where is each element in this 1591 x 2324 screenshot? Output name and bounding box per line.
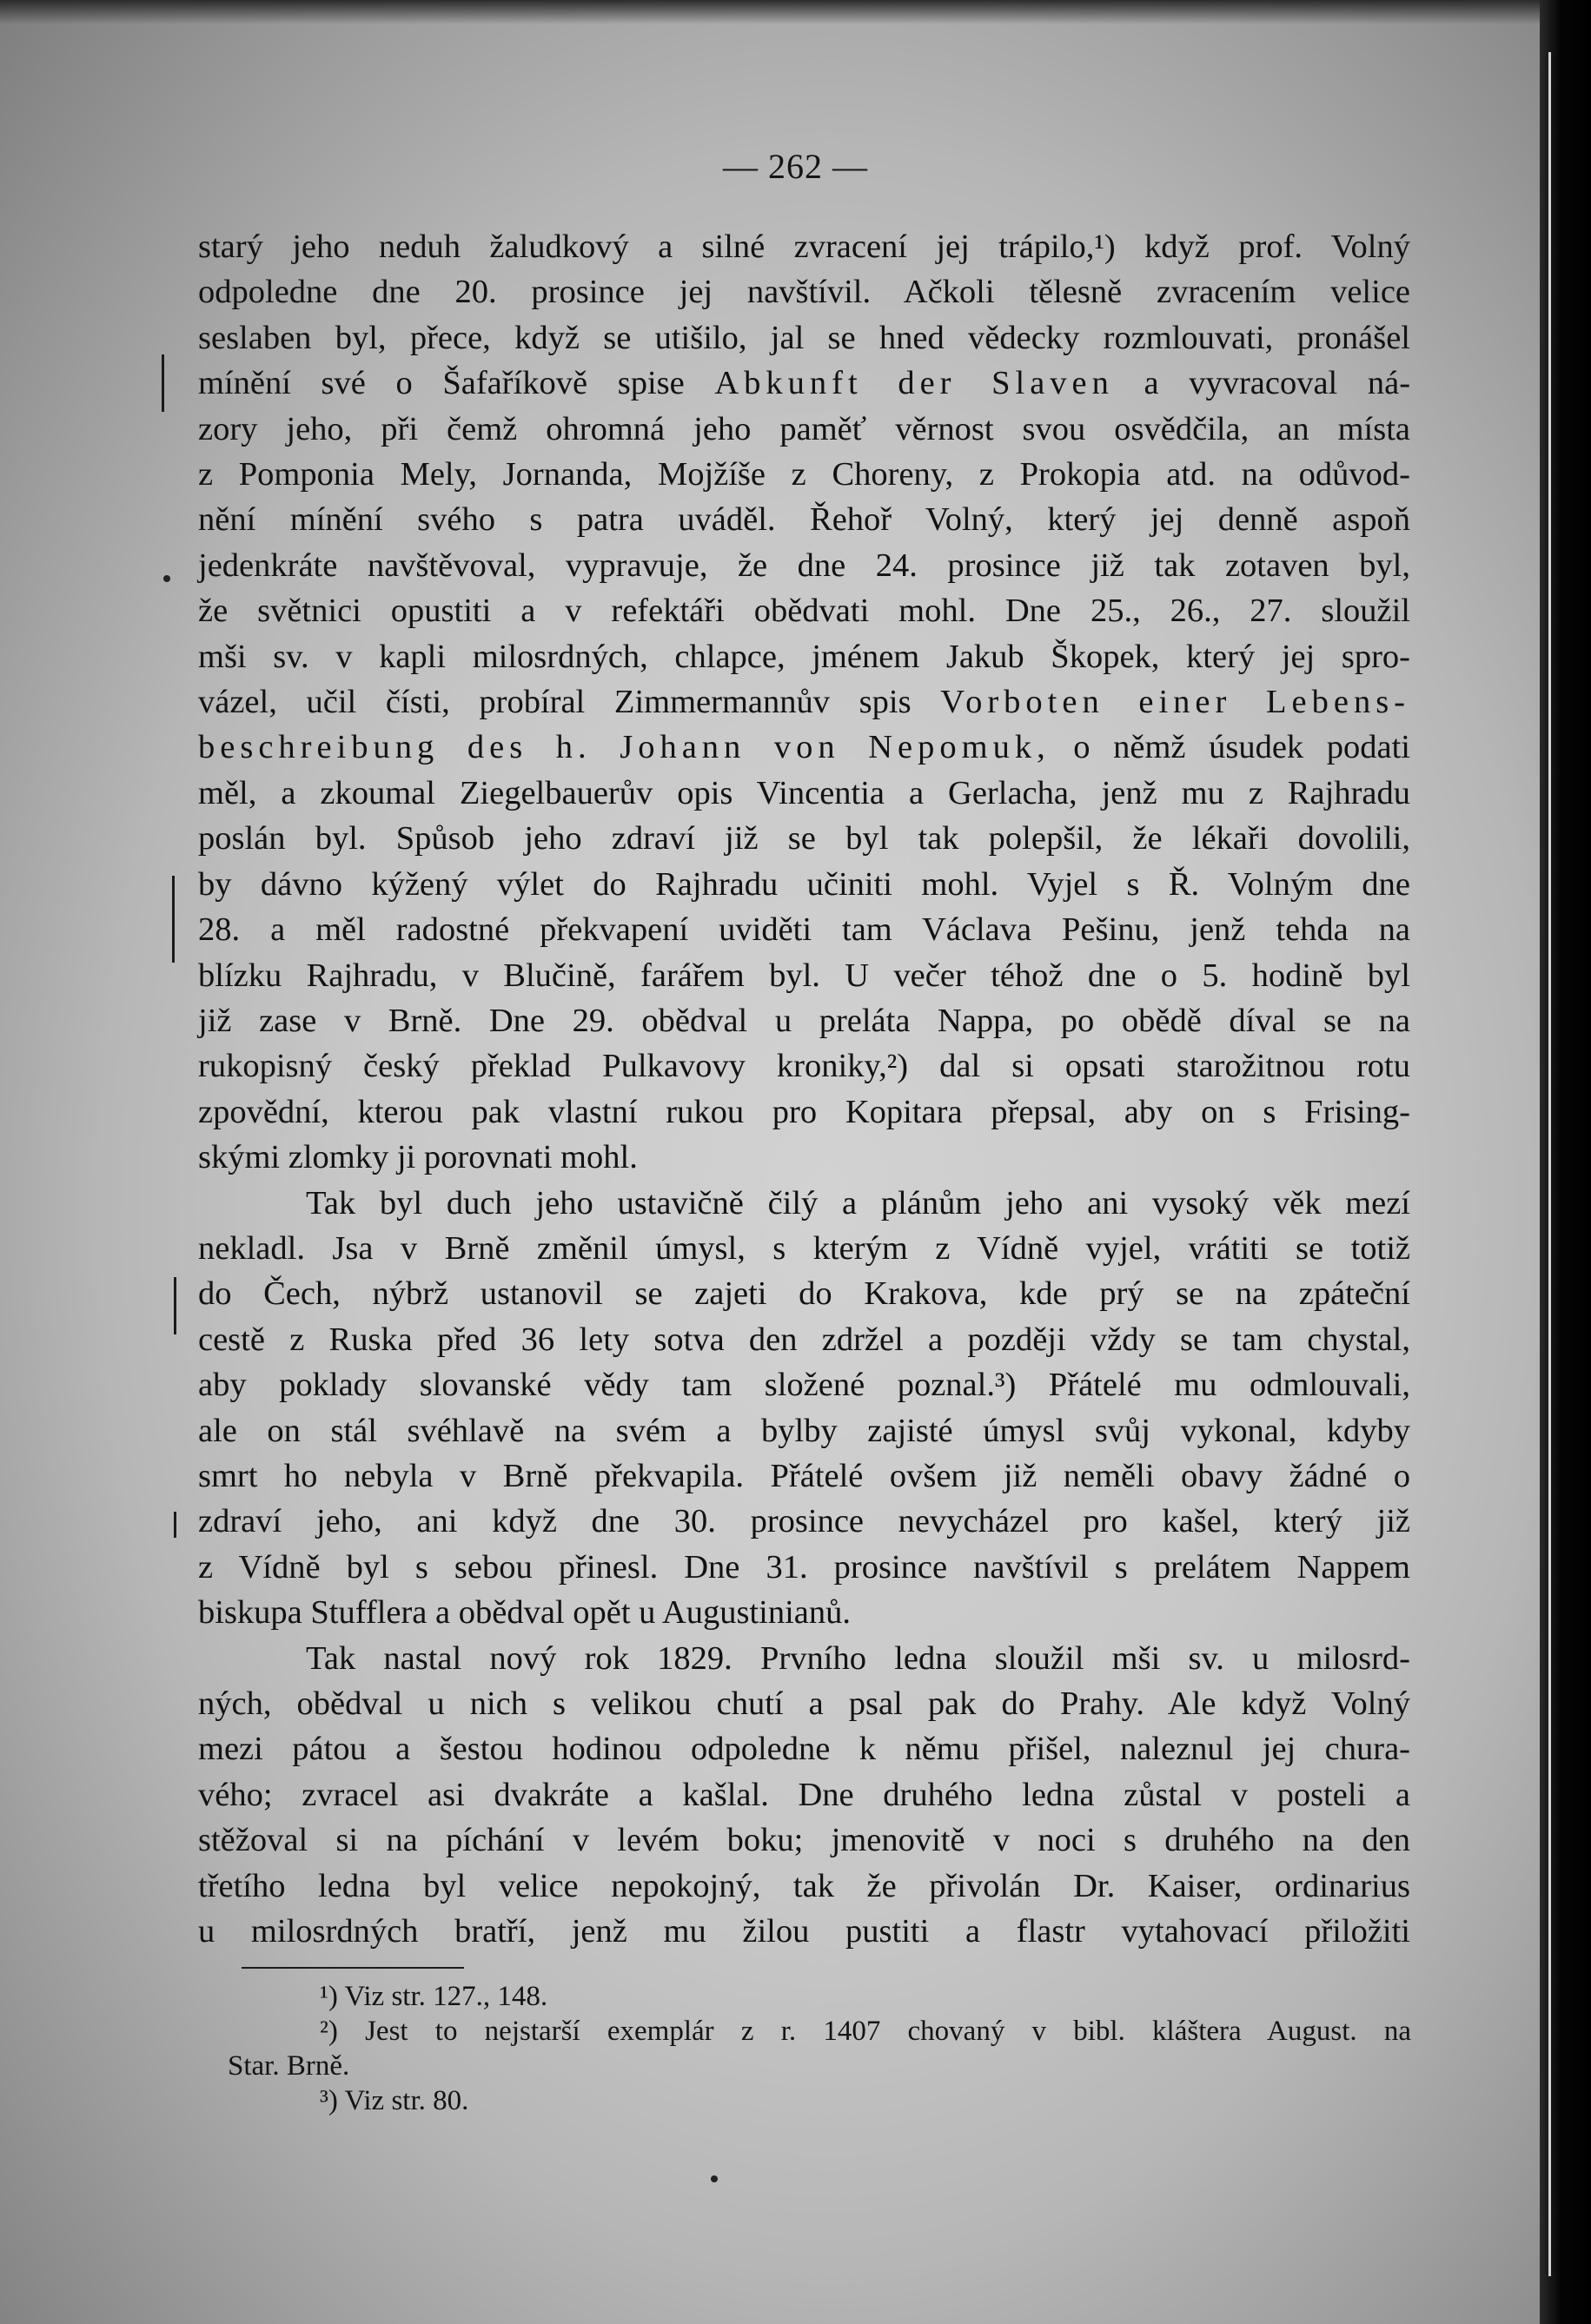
text-line: z Pomponia Mely, Jornanda, Mojžíše z Choreny, z Prokopia atd. na odůvod- [198,456,1410,493]
text-line: Tak nastal nový rok 1829. Prvního ledna sloužil mši sv. u milosrd- [306,1639,1410,1677]
text-line: jedenkráte navštěvoval, vypravuje, že dne 24. prosince již tak zotaven byl, [198,546,1410,584]
page-top-shadow [0,0,1540,24]
text-line: stěžoval si na píchání v levém boku; jmenovitě v noci s druhého na den [198,1822,1410,1859]
text-line: smrt ho nebyla v Brně překvapila. Přátelé ovšem již neměli obavy žádné o [198,1457,1410,1494]
text-line: beschreibung des h. Johann von Nepomuk, o němž úsudek podati [198,729,1410,766]
text-line: zory jeho, při čemž ohromná jeho paměť věrnost svou osvědčila, an místa [198,410,1410,447]
text-line: blízku Rajhradu, v Blučině, farářem byl. U večer téhož dne o 5. hodině byl [198,957,1410,994]
binding-edge-line [1548,52,1551,2276]
body-text [198,224,1410,1954]
text-line: ale on stál svéhlavě na svém a bylby zajisté úmysl svůj vykonal, kdyby [198,1412,1410,1449]
text-line: měl, a zkoumal Ziegelbauerův opis Vincentia a Gerlacha, jenž mu z Rajhradu [198,774,1410,811]
page-right-edge [1540,0,1591,2324]
spaced-title: Abkunft der Slaven [714,365,1114,402]
text-line: z Vídně byl s sebou přinesl. Dne 31. prosince navštívil s prelátem Nappem [198,1548,1410,1586]
footnote: ²) Jest to nejstarší exemplár z r. 1407 chovaný v bibl. kláštera August. na [320,2016,1411,2047]
margin-mark [172,876,175,963]
text-line: mši sv. v kapli milosrdných, chlapce, jménem Jakub Škopek, který jej spro- [198,638,1410,675]
text-line: nekladl. Jsa v Brně změnil úmysl, s kterým z Vídně vyjel, vrátiti se totiž [198,1229,1410,1267]
footnotes [228,1979,1411,2118]
text-line: že světnici opustiti a v refektáři obědvati mohl. Dne 25., 26., 27. sloužil [198,593,1410,630]
text-line: Tak byl duch jeho ustavičně čilý a plánům jeho ani vysoký věk mezí [306,1184,1410,1222]
margin-mark [174,1277,176,1334]
page-speck [711,2175,718,2182]
margin-dot [163,575,170,582]
text-line: starý jeho neduh žaludkový a silné zvracení jej trápilo,¹) když prof. Volný [198,228,1410,265]
spaced-title: beschreibung des h. Johann von Nepomuk, [198,729,1051,766]
footnote-continuation: Star. Brně. [228,2050,350,2082]
text-line: 28. a měl radostné překvapení uviděti tam Václava Pešinu, jenž tehda na [198,911,1410,949]
text-line: třetího ledna byl velice nepokojný, tak že přivolán Dr. Kaiser, ordinarius [198,1867,1410,1904]
text-line: poslán byl. Spůsob jeho zdraví již se byl tak polepšil, že lékaři dovolili, [198,820,1410,857]
text-line: mezi pátou a šestou hodinou odpoledne k němu přišel, naleznul jej chura- [198,1731,1410,1768]
text-line: biskupa Stufflera a obědval opět u Augustinianů. [198,1594,851,1632]
text-line: by dávno kýžený výlet do Rajhradu učiniti mohl. Vyjel s Ř. Volným dne [198,865,1410,903]
text-line: skými zlomky ji porovnati mohl. [198,1139,638,1176]
text-line: nění mínění svého s patra uváděl. Řehoř Volný, který jej denně aspoň [198,501,1410,539]
footnote: ³) Viz str. 80. [320,2085,469,2116]
text-line: seslaben byl, přece, když se utišilo, jal se hned vědecky rozmlouvati, pronášel [198,319,1410,356]
text-line: cestě z Ruska před 36 lety sotva den zdržel a později vždy se tam chystal, [198,1321,1410,1358]
text-line: zpovědní, kterou pak vlastní rukou pro Kopitara přepsal, aby on s Frising- [198,1093,1410,1130]
footnote-rule [242,1967,464,1969]
spaced-title: Vorboten einer Lebens- [940,684,1411,721]
text-line: aby poklady slovanské vědy tam složené poznal.³) Přátelé mu odmlouvali, [198,1367,1410,1404]
text-line: u milosrdných bratří, jenž mu žilou pustiti a flastr vytahovací přiložiti [198,1913,1410,1950]
text-line: odpoledne dne 20. prosince jej navštívil. Ačkoli tělesně zvracením velice [198,274,1410,311]
page-number: — 262 — [723,147,868,186]
text-line: mínění své o Šafaříkově spise Abkunft der Slaven a vyvracoval ná- [198,365,1411,402]
text-line: zdraví jeho, ani když dne 30. prosince nevycházel pro kašel, který již [198,1503,1410,1540]
text-line: ných, obědval u nich s velikou chutí a psal pak do Prahy. Ale když Volný [198,1685,1410,1722]
margin-mark [174,1512,176,1538]
margin-mark [162,354,164,412]
text-line: rukopisný český překlad Pulkavovy kroniky,²) dal si opsati starožitnou rotu [198,1048,1410,1085]
text-line: již zase v Brně. Dne 29. obědval u preláta Nappa, po obědě díval se na [198,1002,1410,1039]
text-line: do Čech, nýbrž ustanovil se zajeti do Krakova, kde prý se na zpáteční [198,1275,1410,1313]
text-line: vého; zvracel asi dvakráte a kašlal. Dne druhého ledna zůstal v posteli a [198,1776,1410,1813]
footnote: ¹) Viz str. 127., 148. [320,1981,548,2012]
text-line: vázel, učil čísti, probíral Zimmermannův spis Vorboten einer Lebens- [198,684,1411,721]
